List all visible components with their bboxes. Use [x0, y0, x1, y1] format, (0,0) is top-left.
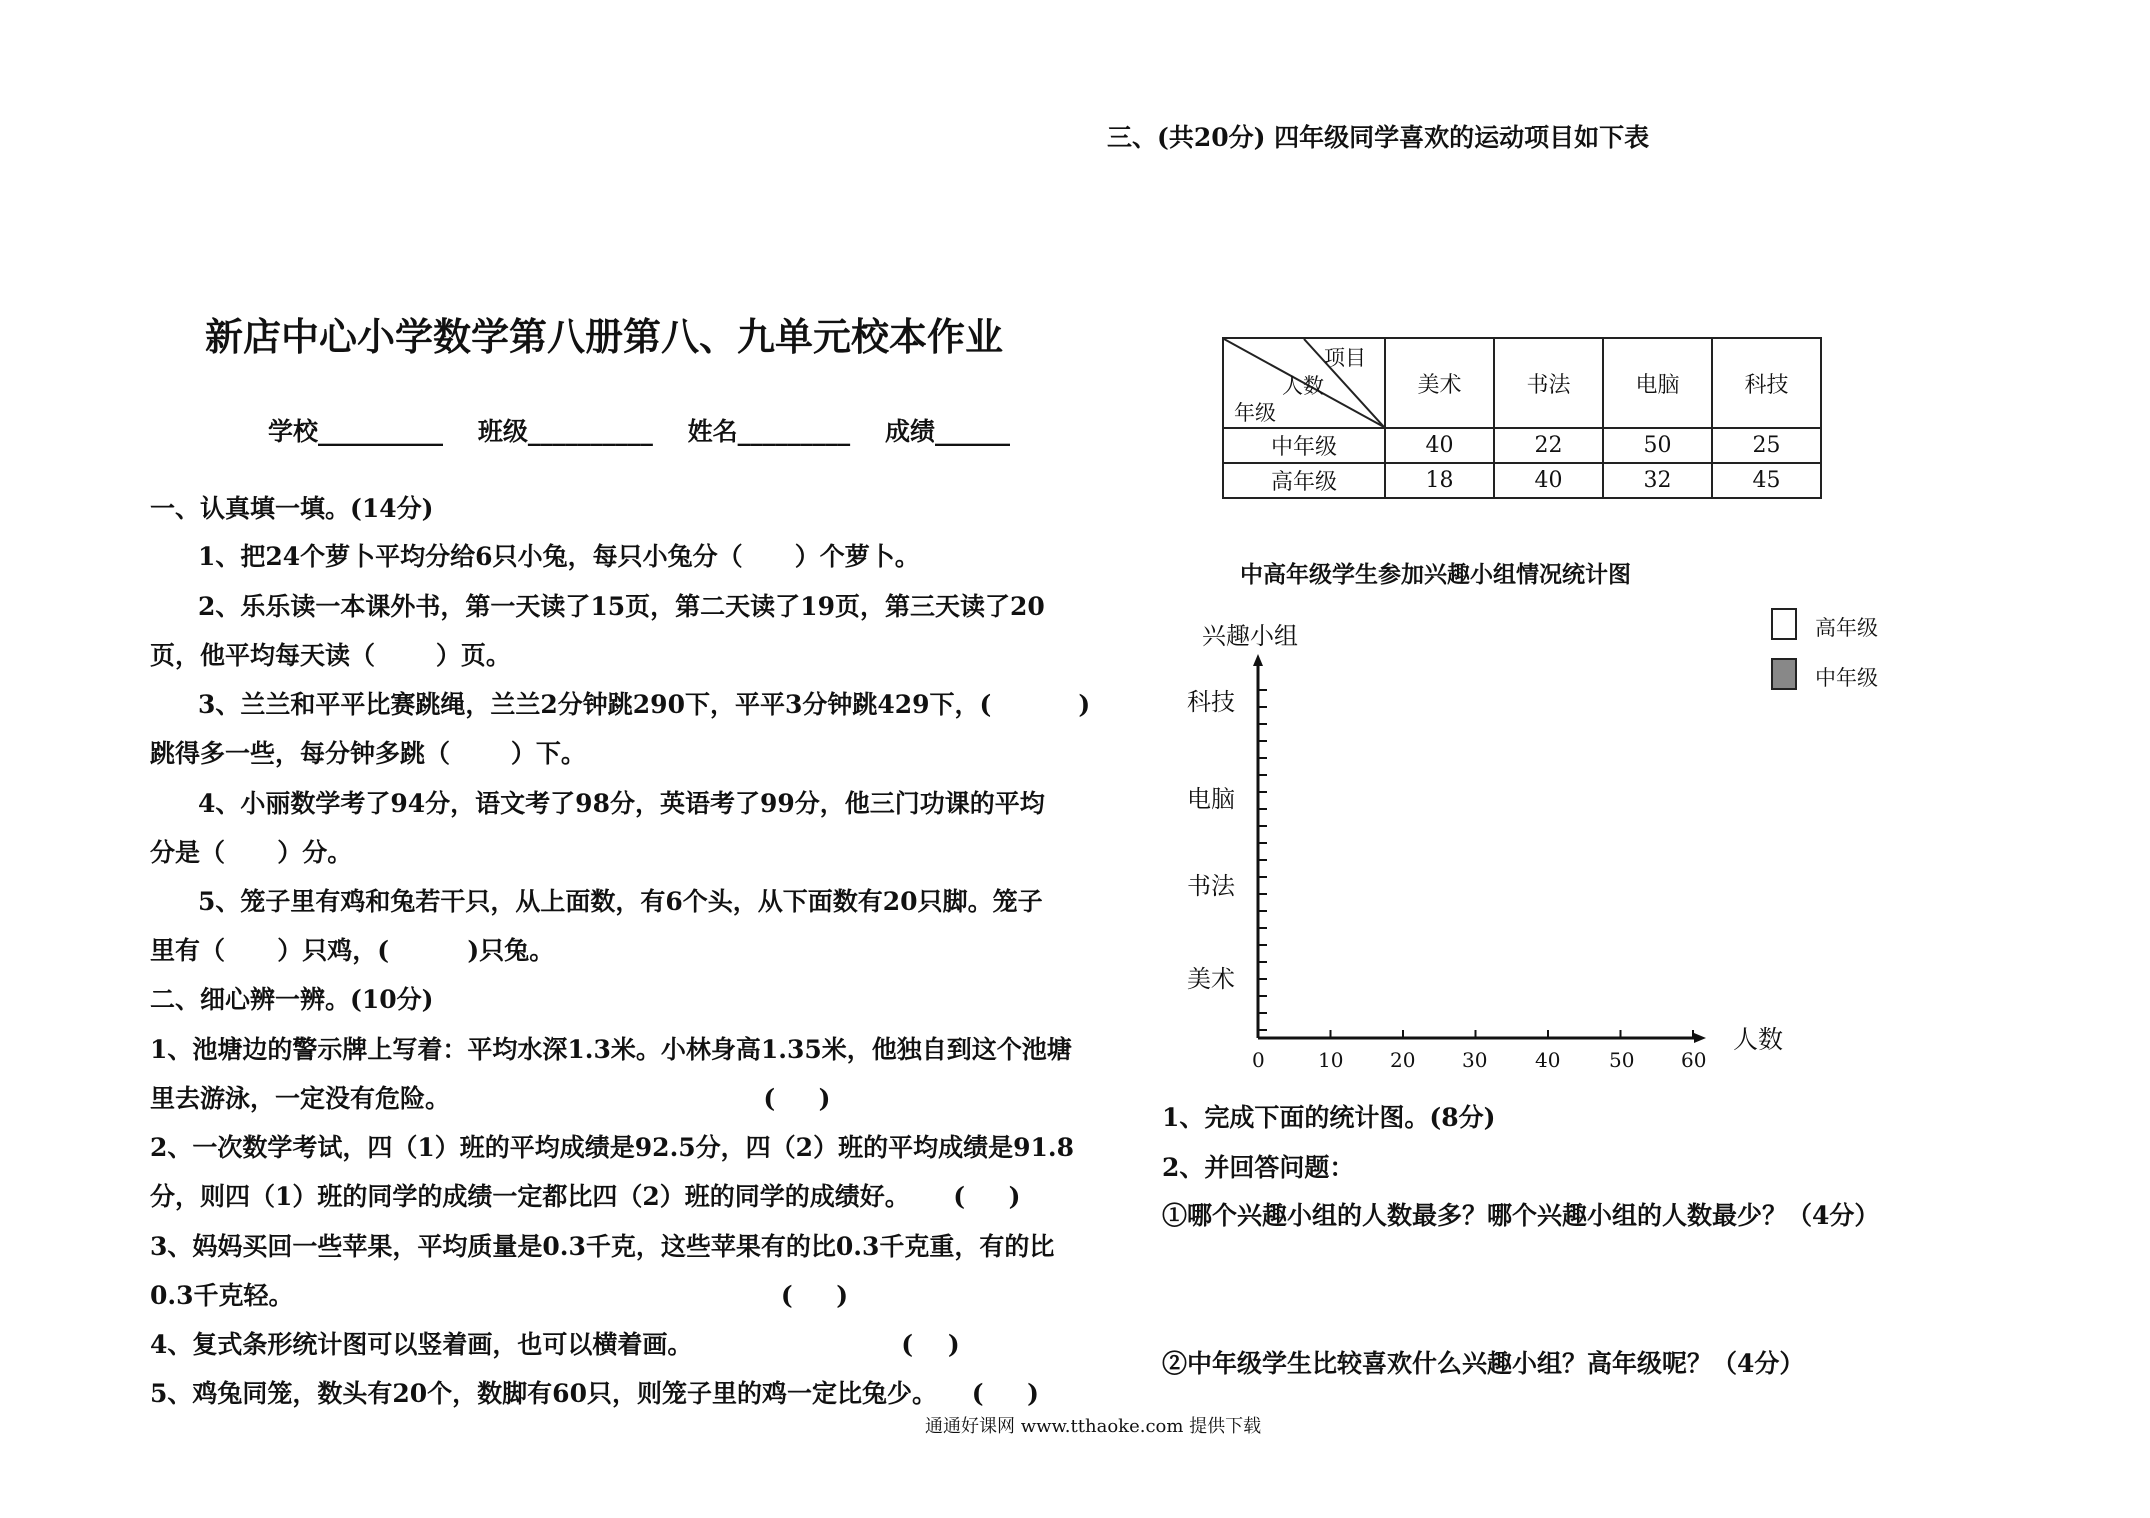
legend-swatch-middle	[1771, 658, 1797, 690]
chart-title: 中高年级学生参加兴趣小组情况统计图	[1240, 561, 1631, 588]
x-tick-label: 10	[1318, 1048, 1344, 1072]
corner-label-item: 项目	[1324, 346, 1366, 370]
s1-line-5: 跳得多一些，每分钟多跳（ ）下。	[150, 739, 586, 768]
y-axis-ticks	[1258, 690, 1267, 1030]
table-row	[1223, 463, 1821, 498]
right-question-2: 2、并回答问题：	[1162, 1153, 1355, 1182]
x-tick-label: 30	[1462, 1048, 1488, 1072]
chart-category-label: 科技	[1187, 688, 1235, 716]
corner-label-grade: 年级	[1234, 401, 1276, 425]
chart-category-label: 电脑	[1187, 785, 1235, 813]
x-tick-label: 50	[1609, 1048, 1635, 1072]
s2-line-3: 2、一次数学考试，四（1）班的平均成绩是92.5分，四（2）班的平均成绩是91.8	[150, 1133, 1074, 1162]
chart-category-label: 美术	[1187, 965, 1235, 993]
table-cell: 45	[1712, 463, 1821, 498]
x-tick-label: 20	[1390, 1048, 1416, 1072]
x-tick-label: 40	[1535, 1048, 1561, 1072]
table-row	[1223, 428, 1821, 463]
row-label-middle: 中年级	[1223, 428, 1385, 463]
section2-heading: 二、细心辨一辨。(10分)	[150, 985, 434, 1014]
row-label-senior: 高年级	[1223, 463, 1385, 498]
s2-line-7: 4、复式条形统计图可以竖着画，也可以横着画。 ( )	[150, 1330, 960, 1359]
s1-line-2: 2、乐乐读一本课外书，第一天读了15页，第二天读了19页，第三天读了20	[198, 592, 1045, 621]
table-header-tech: 科技	[1712, 338, 1821, 428]
section1-heading: 一、认真填一填。(14分)	[150, 494, 434, 523]
table-corner-cell	[1223, 338, 1385, 428]
s2-line-2: 里去游泳，一定没有危险。 ( )	[150, 1084, 831, 1113]
table-header-art: 美术	[1385, 338, 1494, 428]
legend-label-middle: 中年级	[1815, 666, 1878, 690]
table-cell: 25	[1712, 428, 1821, 463]
corner-label-count: 人数	[1282, 374, 1324, 398]
page-footer: 通通好课网 www.tthaoke.com 提供下载	[925, 1416, 1262, 1437]
table-cell: 32	[1603, 463, 1712, 498]
s2-line-8: 5、鸡兔同笼，数头有20个，数脚有60只，则笼子里的鸡一定比兔少。 ( )	[150, 1379, 1039, 1408]
table-cell: 40	[1494, 463, 1603, 498]
s1-line-1: 1、把24个萝卜平均分给6只小兔，每只小兔分（ ）个萝卜。	[198, 542, 920, 571]
chart-x-label: 人数	[1733, 1025, 1784, 1054]
table-cell: 18	[1385, 463, 1494, 498]
s1-line-6: 4、小丽数学考了94分，语文考了98分，英语考了99分，他三门功课的平均	[198, 789, 1045, 818]
right-question-3: ①哪个兴趣小组的人数最多？哪个兴趣小组的人数最少？（4分）	[1162, 1201, 1880, 1230]
table-cell: 22	[1494, 428, 1603, 463]
table-cell: 40	[1385, 428, 1494, 463]
right-question-4: ②中年级学生比较喜欢什么兴趣小组？高年级呢？（4分）	[1162, 1349, 1805, 1378]
s1-line-7: 分是（ ）分。	[150, 838, 353, 867]
right-question-1: 1、完成下面的统计图。(8分)	[1162, 1103, 1496, 1132]
table-header-computer: 电脑	[1603, 338, 1712, 428]
s2-line-4: 分，则四（1）班的同学的成绩一定都比四（2）班的同学的成绩好。 ( )	[150, 1182, 1021, 1211]
page-title: 新店中心小学数学第八册第八、九单元校本作业	[205, 314, 1004, 359]
chart-axes	[1230, 630, 1730, 1050]
s2-line-6: 0.3千克轻。 ( )	[150, 1281, 849, 1310]
chart-y-label: 兴趣小组	[1202, 622, 1298, 650]
legend-swatch-senior	[1771, 608, 1797, 640]
x-tick-label: 0	[1252, 1048, 1265, 1072]
s1-line-3: 页，他平均每天读（ ）页。	[150, 641, 511, 670]
s2-line-1: 1、池塘边的警示牌上写着：平均水深1.3米。小林身高1.35米，他独自到这个池塘	[150, 1035, 1072, 1064]
s1-line-9: 里有（ ）只鸡，( )只兔。	[150, 936, 555, 965]
table-cell: 50	[1603, 428, 1712, 463]
s1-line-4: 3、兰兰和平平比赛跳绳，兰兰2分钟跳290下，平平3分钟跳429下，( )	[198, 690, 1091, 719]
table-header-calligraphy: 书法	[1494, 338, 1603, 428]
section3-heading: 三、(共20分) 四年级同学喜欢的运动项目如下表	[1107, 123, 1650, 152]
sports-table	[1222, 337, 1822, 499]
s2-line-5: 3、妈妈买回一些苹果，平均质量是0.3千克，这些苹果有的比0.3千克重，有的比	[150, 1232, 1055, 1261]
x-tick-label: 60	[1681, 1048, 1707, 1072]
student-info-line: 学校__________ 班级__________ 姓名_________ 成绩______	[268, 417, 1010, 446]
legend-label-senior: 高年级	[1815, 616, 1878, 640]
chart-category-label: 书法	[1187, 872, 1235, 900]
s1-line-8: 5、笼子里有鸡和兔若干只，从上面数，有6个头，从下面数有20只脚。笼子	[198, 887, 1043, 916]
